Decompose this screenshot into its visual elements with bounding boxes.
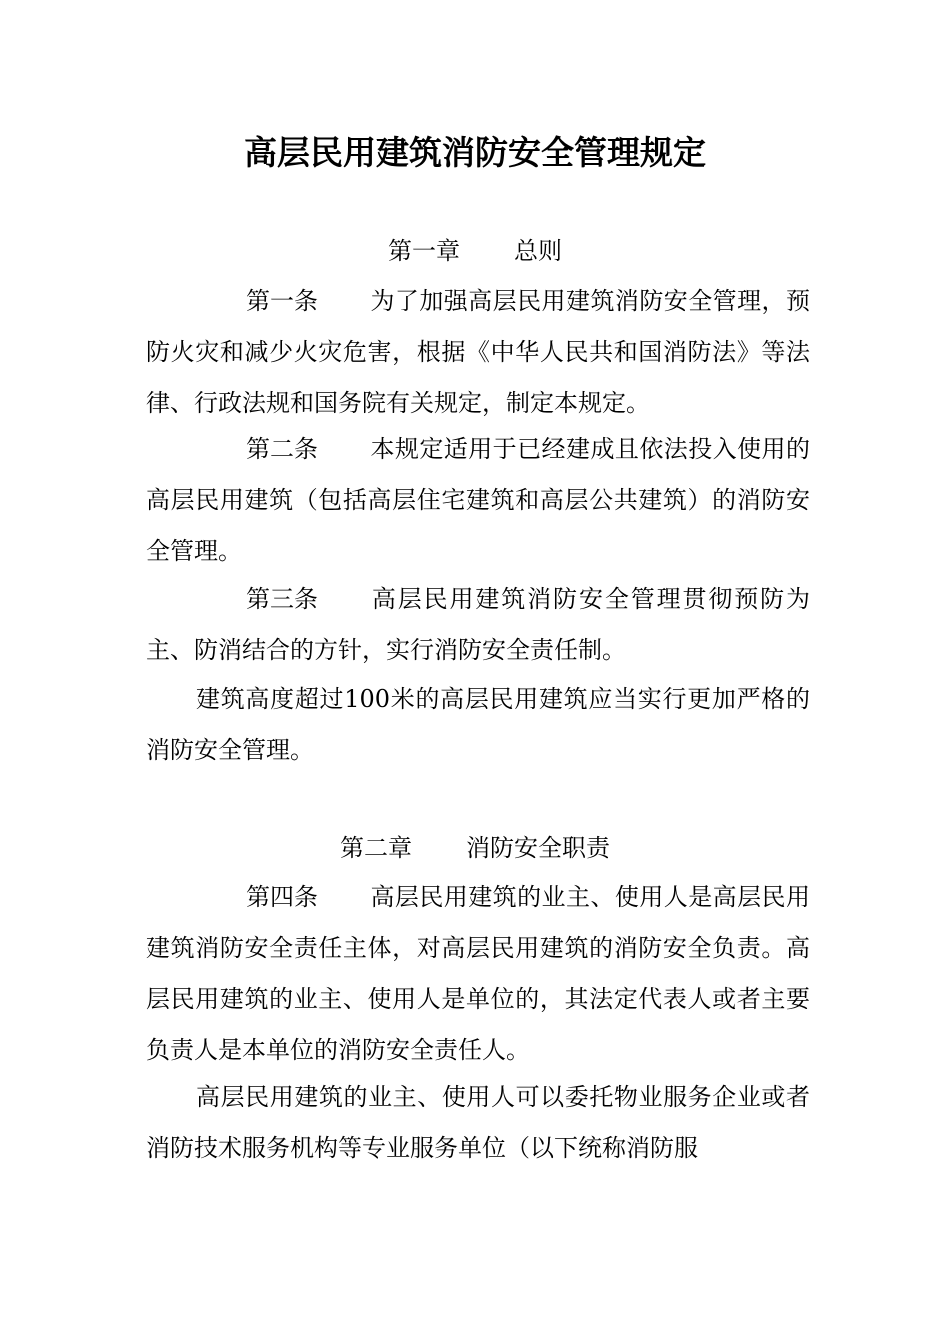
paragraph-text: 建筑高度超过100米的高层民用建筑应当实行更加严格的消防安全管理。 [146,685,810,764]
article-number: 第二条 [246,435,318,463]
body-paragraph [146,1072,810,1174]
article-text: 本规定适用于已经建成且依法投入使用的高层民用建筑（包括高层住宅建筑和高层公共建筑）的消防安全管理。 [146,435,810,565]
article-paragraph [146,424,810,577]
chapter-heading-2 [0,823,950,873]
article-text: 高层民用建筑消防安全管理贯彻预防为主、防消结合的方针，实行消防安全责任制。 [146,585,810,664]
chapter-heading-1 [0,226,950,276]
chapter-number: 第二章 [340,834,412,862]
article-number: 第三条 [246,585,318,613]
article-number: 第一条 [246,287,318,315]
chapter-name: 总则 [514,237,562,265]
article-number: 第四条 [246,883,318,911]
chapter-name: 消防安全职责 [466,834,610,862]
paragraph-text: 高层民用建筑的业主、使用人可以委托物业服务企业或者消防技术服务机构等专业服务单位（以下统称消防服 [146,1083,810,1162]
article-text: 为了加强高层民用建筑消防安全管理，预防火灾和减少火灾危害，根据《中华人民共和国消防法》等法律、行政法规和国务院有关规定，制定本规定。 [146,287,810,417]
body-paragraph [146,674,810,776]
chapter-number: 第一章 [388,237,460,265]
document-title: 高层民用建筑消防安全管理规定 [244,133,706,172]
article-text: 高层民用建筑的业主、使用人是高层民用建筑消防安全责任主体，对高层民用建筑的消防安全负责。高层民用建筑的业主、使用人是单位的，其法定代表人或者主要负责人是本单位的消防安全责任人。 [146,883,810,1064]
article-paragraph [146,276,810,429]
article-paragraph [146,574,810,676]
article-paragraph [146,872,810,1076]
